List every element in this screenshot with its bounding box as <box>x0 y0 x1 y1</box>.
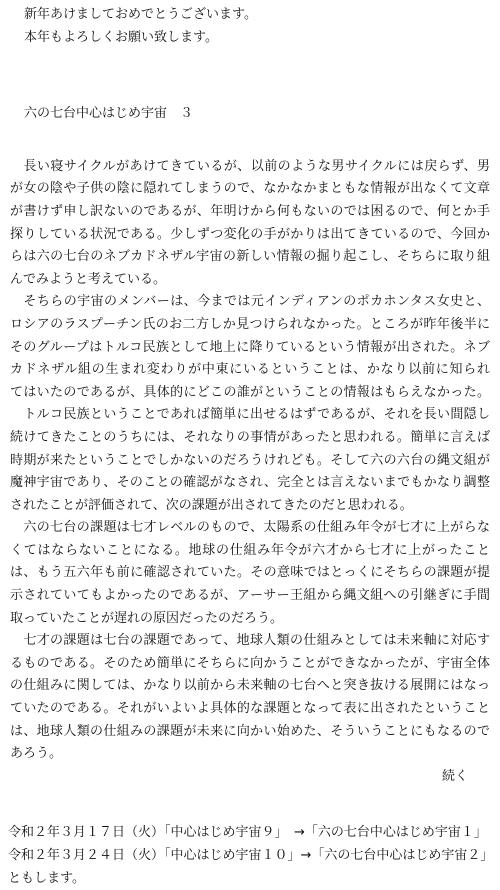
greeting-line-2: 本年もよろしくお願い致します。 <box>24 29 218 45</box>
body-line: ていたのである。それがいよいよ具体的な課題となって表に出されたということ <box>10 701 490 717</box>
body-line: は、地球人類の仕組みの課題が未来に向かい始めた、そういうことにもなるので <box>10 723 490 739</box>
body-line: そのグループはトルコ民族として地上に降りているという情報が出された。ネブ <box>10 339 490 355</box>
article-title: 六の七台中心はじめ宇宙 ３ <box>24 106 194 122</box>
body-line: 続けてきたことのうちには、それなりの事情があったと思われる。簡単に言えば <box>10 429 490 445</box>
body-line: 長い寝サイクルがあけてきているが、以前のような男サイクルには戻らず、男 <box>10 158 490 174</box>
body-line: 示されていてもよかったのであるが、アーサー王組から縄文組への引継ぎに手間 <box>10 588 490 604</box>
body-line: 六の七台の課題は七才レベルのもので、太陽系の仕組み年令が七才に上がらな <box>10 520 490 536</box>
body-line: あろう。 <box>10 746 63 762</box>
spacer <box>0 788 500 822</box>
footer-line-1: 令和２年３月１７日（火）「中心はじめ宇宙９」 →「六の七台中心はじめ宇宙１」 <box>8 825 487 841</box>
body-line: の仕組みに関しては、かなり以前から未来軸の七台へと突き抜ける展開にはなっ <box>10 678 490 694</box>
body-line: ロシアのラスプーチン氏のお二方しか見つけられなかった。ところが昨年後半に <box>10 316 490 332</box>
body-line: は、もう五六年も前に確認されていた。その意味ではとっくにそちらの課題が提 <box>10 565 490 581</box>
continued-label: 続く <box>441 768 468 784</box>
footer-line-2: 令和２年３月２４日（火）「中心はじめ宇宙１０」→「六の七台中心はじめ宇宙２」 <box>8 848 494 863</box>
body-line: が書けず申し訳ないのであるが、年明けから何もないのでは困るので、何とか手 <box>10 203 490 219</box>
body-line: トルコ民族ということであれば簡単に出せるはずであるが、それを長い間隠し <box>10 407 490 423</box>
body-line: らは六の七台のネブカドネザル宇宙の新しい情報の掘り起こし、そちらに取り組 <box>10 249 490 265</box>
body-line: が女の陰や子供の陰に隠れてしまうので、なかなかまともな情報が出なくて文章 <box>10 181 490 197</box>
spacer <box>0 126 500 156</box>
body-line: 時期が来たということでしかないのだろうけれども。そして六の六台の縄文組が <box>10 452 490 468</box>
spacer <box>0 49 500 103</box>
body-line: てはいたのであるが、具体的にどこの誰がということの情報はもらえなかった。 <box>10 384 490 400</box>
body-line: そちらの宇宙のメンバーは、今までは元インディアンのポカホンタス女史と、 <box>10 294 490 310</box>
greeting-block <box>0 4 500 49</box>
footer-line-3: ともします。 <box>8 870 85 886</box>
body-line: カドネザル組の生まれ変わりが中東にいるということは、かなり以前に知られ <box>10 362 490 378</box>
greeting-line-1: 新年あけましておめでとうございます。 <box>24 7 257 22</box>
body-line: 探りしている状況である。少しずつ変化の手がかりは出てきているので、今回か <box>10 226 490 242</box>
body-line: 取っていたことが遅れの原因だったのだろう。 <box>10 610 284 626</box>
footer-notes <box>0 822 500 890</box>
body-line: くてはならないことになる。地球の仕組み年令が六才から七才に上がったこと <box>10 542 490 558</box>
body-line: んでみようと考えている。 <box>10 271 167 287</box>
body-line: るものである。そのため簡単にそちらに向かうことができなかったが、宇宙全体 <box>10 655 490 671</box>
article-body <box>0 156 500 766</box>
body-line: 七才の課題は七台の課題であって、地球人類の仕組みとしては未来軸に対応す <box>10 633 490 649</box>
body-line: 魔神宇宙であり、そのことの確認がなされ、完全とは言えないまでもかなり調整 <box>10 475 490 491</box>
body-line: されたことが評価されて、次の課題が出されてきたのだと思われる。 <box>10 497 413 513</box>
